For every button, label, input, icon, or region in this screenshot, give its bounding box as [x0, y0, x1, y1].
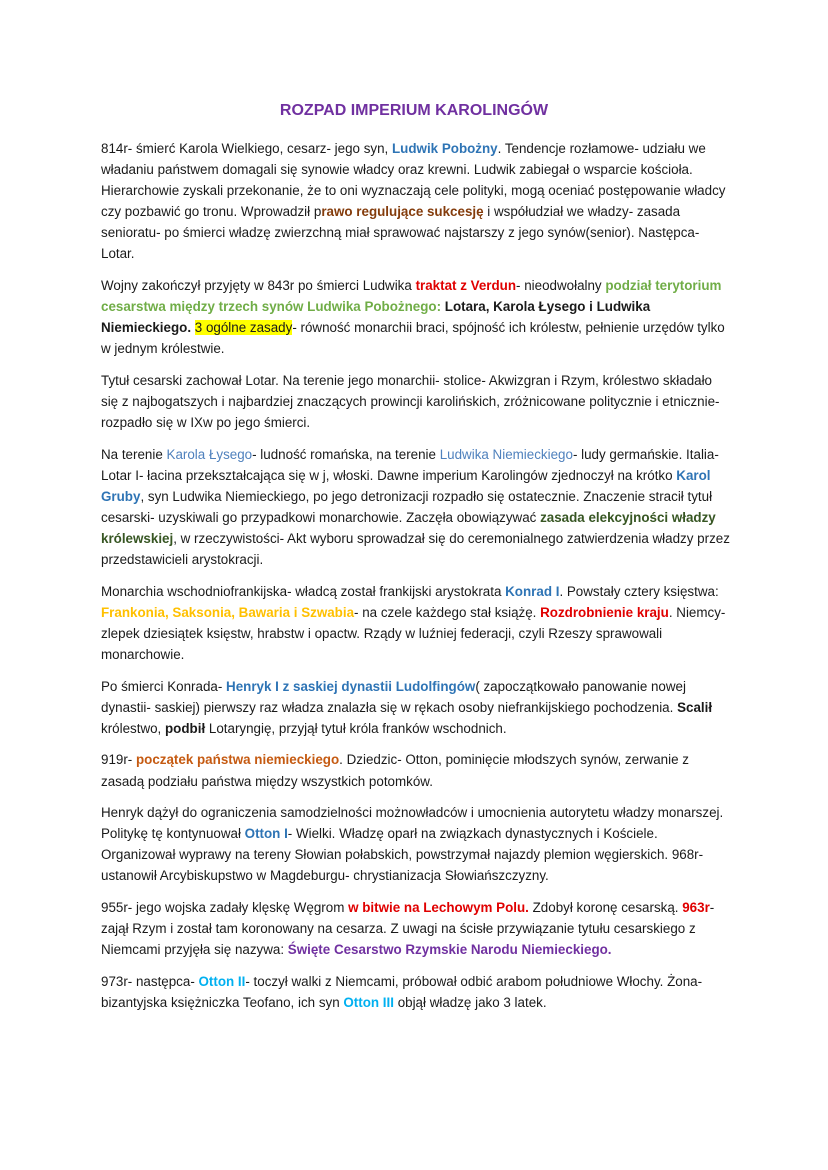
keyword-963r: 963r	[682, 900, 710, 915]
text: Na terenie	[101, 446, 167, 462]
keyword-henryk-i: Henryk I z saskiej dynastii Ludolfingów	[226, 678, 476, 694]
paragraph-955	[101, 897, 731, 960]
paragraph-karol-lysy	[101, 444, 731, 571]
text: i współudział we władzy- zasada senioratu- po śmierci władzę zwierzchną miał sprawować najstarszy z jego synów(senior). Następca- Lotar.	[101, 204, 700, 262]
text: 919r-	[101, 752, 136, 768]
text: objął władzę jako 3 latek.	[393, 994, 547, 1010]
text: Po śmierci Konrada-	[101, 678, 227, 694]
text: - ludność romańska, na terenie	[252, 446, 440, 462]
keyword-otton-i: Otton I	[244, 826, 288, 842]
text: . Niemcy- zlepek dziesiątek księstw, hrabstw i opactw. Rządy w luźniej federacji, czyli Rzeszy sprawowali monarchowie.	[101, 604, 726, 663]
keyword-zasada-elekcyjnosci: zasada elekcyjności władzy królewskiej	[101, 510, 716, 547]
text: - na czele każdego stał książę.	[354, 604, 541, 620]
keyword-podzial-terytorium: podział terytorium cesarstwa między trzech synów Ludwika Pobożnego:	[101, 278, 722, 315]
text: Henryk dążył do ograniczenia samodzielności możnowładców i umocnienia autorytetu władzy monarszej. Politykę tę kontynuował	[101, 805, 724, 842]
keyword-konrad-i: Konrad I	[505, 583, 560, 599]
keyword-ludwik-pobozny: Ludwik Pobożny	[391, 141, 498, 156]
text: - zajął Rzym i został tam koronowany na cesarza. Z uwagi na ścisłe przywiązanie tytułu cesarskiego z Niemcami przyjęła się nazywa:	[101, 900, 715, 958]
text: , syn Ludwika Niemieckiego, po jego detronizacji rozpadło się ostatecznie. Znaczenie stracił tytuł cesarski- uzyskiwali go przypadkowi monarchowie. Zaczęła obowiązywać	[101, 488, 713, 525]
paragraph-otton-i	[101, 802, 731, 886]
keyword-ludwik-niemiecki: Ludwika Niemieckiego	[439, 446, 573, 462]
text: . Tendencje rozłamowe- udziału we władaniu państwem domagali się synowie władcy oraz krewni. Ludwik zabiegał o wsparcie kościoła. Hierarchowie zyskali przekonanie, że to oni wyznaczają cele polityki, mogą oceniać postępowanie władcy czy pozbawić go tronu. Wprowadził p	[101, 141, 726, 220]
text: , w rzeczywistości- Akt wyboru sprowadzał się do ceremonialnego zatwierdzenia władzy przez przedstawicieli arystokracji.	[101, 531, 730, 568]
keyword-karol-gruby: Karol Gruby	[101, 467, 711, 504]
text: Monarchia wschodniofrankijska- władcą został frankijski arystokrata	[101, 583, 506, 599]
keyword-scalil: Scalił	[677, 699, 713, 715]
paragraph-973	[101, 971, 731, 1013]
keyword-karol-lysy: Karola Łysego	[166, 446, 253, 462]
keyword-otton-ii: Otton II	[198, 973, 246, 989]
text: - Wielki. Władzę oparł na związkach dynastycznych i Kościele. Organizował wyprawy na tereny Słowian połabskich, powstrzymał najazdy plemion węgierskich. 968r- ustanowił Arcybiskupstwo w Magdeburgu- chrystianizacja Słowiańszczyzny.	[101, 826, 704, 884]
text: Zdobył koronę cesarską.	[528, 900, 683, 915]
paragraph-814	[101, 138, 731, 265]
text: Wojny zakończył przyjęty w 843r po śmierci Ludwika	[101, 278, 416, 294]
keyword-podbil: podbił	[165, 720, 206, 736]
text: 973r- następca-	[101, 973, 199, 989]
text: - równość monarchii braci, spójność ich królestw, pełnienie urzędów tylko w jednym królestwie.	[101, 320, 725, 357]
text: . Powstały cztery księstwa:	[559, 583, 719, 599]
keyword-synowie: Lotara, Karola Łysego i Ludwika Niemieckiego.	[101, 299, 651, 336]
page-title: ROZPAD IMPERIUM KAROLINGÓW	[279, 102, 549, 119]
text: 814r- śmierć Karola Wielkiego, cesarz- jego syn,	[101, 141, 392, 156]
text: 955r- jego wojska zadały klęskę Węgrom	[101, 900, 349, 915]
keyword-swiete-cesarstwo: Święte Cesarstwo Rzymskie Narodu Niemieckiego.	[287, 942, 612, 958]
text: - ludy germańskie. Italia- Lotar I- łacina przekształcająca się w j, włoski. Dawne imperium Karolingów zjednoczył na krótko	[101, 446, 719, 483]
text: ( zapoczątkowało panowanie nowej dynastii- saskiej) pierwszy raz władza znalazła się w rękach osoby niefrankijskiego pochodzenia.	[101, 678, 686, 715]
keyword-lechowe-pole: w bitwie na Lechowym Polu.	[348, 900, 529, 915]
keyword-otton-iii: Otton III	[343, 994, 394, 1010]
keyword-rozdrobnienie: Rozdrobnienie kraju	[540, 604, 669, 620]
keyword-traktat-verdun: traktat z Verdun	[415, 278, 517, 294]
paragraph-lotar	[101, 370, 731, 433]
text: . Dziedzic- Otton, pominięcie młodszych synów, zerwanie z zasadą podziału państwa między wszystkich potomków.	[101, 752, 689, 789]
paragraph-verdun	[101, 275, 731, 359]
paragraph-919	[101, 749, 731, 791]
text: - nieodwołalny	[516, 278, 606, 294]
text: królestwo,	[101, 720, 165, 736]
document-body	[101, 138, 731, 1023]
text: Lotaryngię, przyjął tytuł króla franków wschodnich.	[205, 720, 507, 736]
text: Tytuł cesarski zachował Lotar. Na terenie jego monarchii- stolice- Akwizgran i Rzym, królestwo składało się z najbogatszych i najbardziej znaczących prowincji karolińskich, zróżnicowane politycznie i etnicznie- rozpadło się w IXw po jego śmierci.	[101, 372, 720, 431]
paragraph-henryk-i	[101, 676, 731, 739]
paragraph-wschodniofrankijska	[101, 581, 731, 665]
keyword-poczatek-panstwa: początek państwa niemieckiego	[135, 752, 340, 768]
highlight-3-zasady: 3 ogólne zasady	[194, 320, 293, 336]
text: - toczył walki z Niemcami, próbował odbić arabom południowe Włochy. Żona-bizantyjska księżniczka Teofano, ich syn	[101, 973, 703, 1010]
keyword-prawo-sukcesji: rawo regulujące sukcesję	[321, 204, 484, 220]
keyword-ksiestwa: Frankonia, Saksonia, Bawaria i Szwabia	[101, 604, 355, 620]
